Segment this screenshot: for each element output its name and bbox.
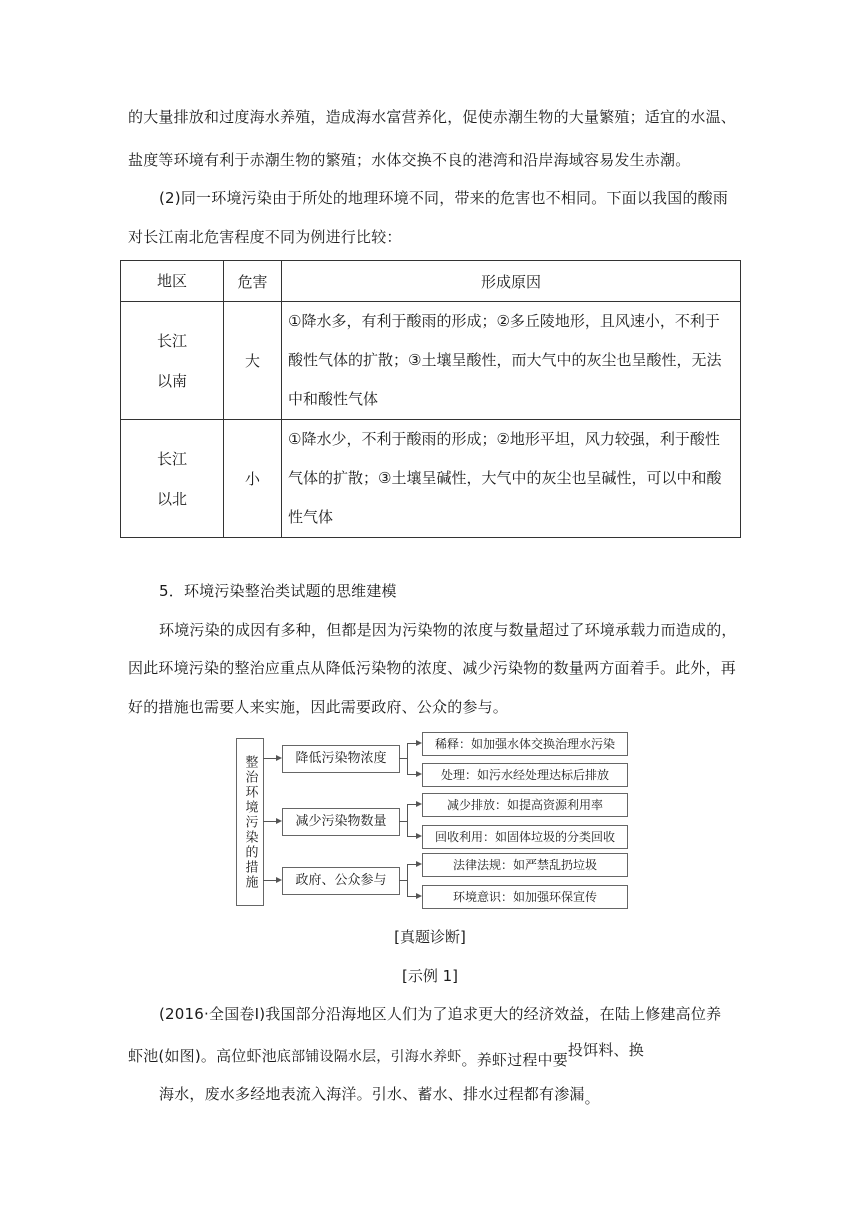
- text-segment: 。养虾过程中要: [461, 1051, 568, 1069]
- harm-cell: 小: [224, 420, 282, 538]
- region-text: 长江: [156, 449, 187, 468]
- leaf-box: 稀释：如加强水体交换治理水污染: [422, 732, 628, 756]
- diagram-root-box: 整治环境污染的措施: [236, 738, 264, 906]
- table-row: [121, 420, 741, 538]
- reason-text: ①降水少，不利于酸雨的形成；②地形平坦，风力较强，利于酸性: [288, 430, 720, 448]
- harm-cell: 大: [224, 302, 282, 420]
- reason-text: ①降水多，有利于酸雨的形成；②多丘陵地形，且风速小，不利于: [288, 312, 720, 330]
- paragraph-line: (2)同一环境污染由于所处的地理环境不同，带来的危害也不相同。下面以我国的酸雨: [159, 189, 729, 207]
- example-label: [示例 1]: [401, 967, 459, 985]
- table-header-row: [121, 261, 741, 302]
- text-segment: 投饵料、换: [567, 1041, 644, 1059]
- table-header: 危害: [224, 261, 282, 302]
- text-segment: 。引水、蓄水、排水过程都有渗漏: [356, 1085, 585, 1103]
- table-header: 地区: [121, 261, 224, 302]
- paragraph-line: 盐度等环境有利于赤潮生物的繁殖；水体交换不良的港湾和沿岸海域容易发生赤潮。: [128, 151, 691, 169]
- paragraph-line: 好的措施也需要人来实施，因此需要政府、公众的参与。: [128, 698, 509, 716]
- paragraph-line: [128, 1041, 644, 1069]
- acid-rain-comparison-table: [120, 260, 741, 538]
- reason-text: 中和酸性气体: [288, 390, 379, 408]
- paragraph-line: 环境污染的成因有多种，但都是因为污染物的浓度与数量超过了环境承载力而造成的，: [159, 621, 737, 639]
- pollution-control-diagram: [236, 730, 626, 910]
- paragraph-line: 因此环境污染的整治应重点从降低污染物的浓度、减少污染物的数量两方面着手。此外，再: [128, 659, 737, 677]
- text-segment: 底部铺设隔水层，引海水养虾: [276, 1049, 462, 1065]
- branch-box: 减少污染物数量: [282, 808, 400, 836]
- region-cell: [121, 302, 224, 420]
- region-text: 以南: [156, 371, 187, 390]
- section-heading: 5．环境污染整治类试题的思维建模: [159, 582, 397, 600]
- text-segment: 。: [584, 1089, 600, 1107]
- paragraph-line: 对长江南北危害程度不同为例进行比较：: [128, 228, 402, 246]
- table-row: [121, 302, 741, 420]
- reason-cell: [282, 302, 741, 420]
- branch-box: 政府、公众参与: [282, 867, 400, 895]
- reason-text: 酸性气体的扩散；③土壤呈酸性，而大气中的灰尘也呈酸性，无法: [288, 351, 722, 369]
- leaf-box: 减少排放：如提高资源利用率: [422, 793, 628, 817]
- reason-cell: [282, 420, 741, 538]
- paragraph-line: [159, 1083, 600, 1107]
- region-text: 长江: [156, 331, 187, 350]
- leaf-box: 环境意识：如加强环保宣传: [422, 885, 628, 909]
- table-header: 形成原因: [282, 261, 741, 302]
- leaf-box: 处理：如污水经处理达标后排放: [422, 763, 628, 787]
- section-title: [真题诊断]: [394, 928, 466, 946]
- paragraph-line: 的大量排放和过度海水养殖，造成海水富营养化，促使赤潮生物的大量繁殖；适宜的水温、: [128, 108, 737, 126]
- leaf-box: 法律法规：如严禁乱扔垃圾: [422, 853, 628, 877]
- branch-box: 降低污染物浓度: [282, 745, 400, 773]
- text-segment: 海水，废水多经地表流入海洋: [159, 1085, 357, 1103]
- region-cell: [121, 420, 224, 538]
- reason-text: 气体的扩散；③土壤呈碱性，大气中的灰尘也呈碱性，可以中和酸: [288, 469, 722, 487]
- region-text: 以北: [156, 489, 187, 508]
- leaf-box: 回收利用：如固体垃圾的分类回收: [422, 825, 628, 849]
- paragraph-line: (2016·全国卷Ⅰ)我国部分沿海地区人们为了追求更大的经济效益，在陆上修建高位养: [159, 1005, 722, 1023]
- text-segment: 虾池(如图)。高位虾池: [128, 1047, 277, 1065]
- reason-text: 性气体: [288, 508, 334, 526]
